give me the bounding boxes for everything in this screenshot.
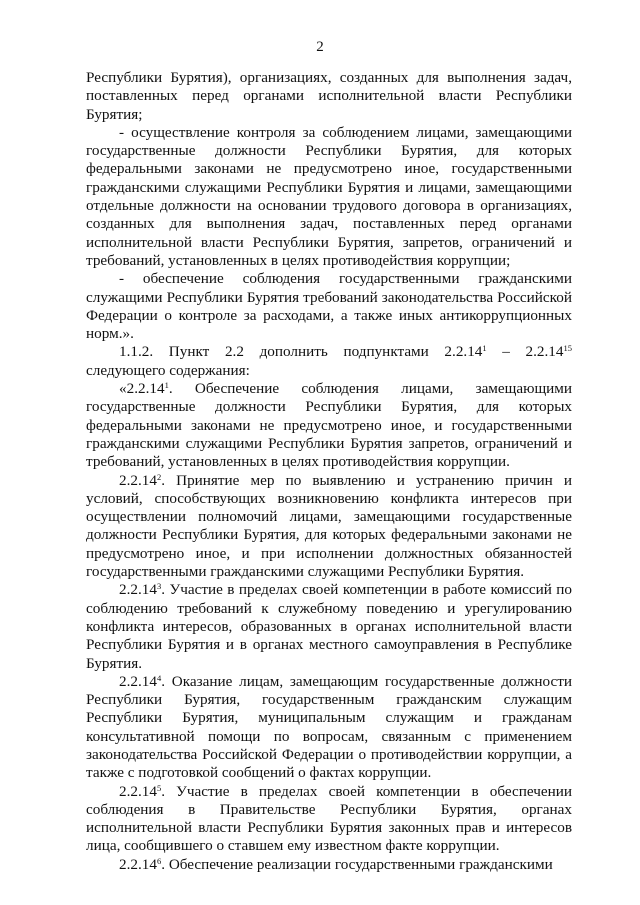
document-body bbox=[86, 69, 572, 874]
superscript-index: 1 bbox=[482, 343, 487, 354]
subitem-2-2-14-2 bbox=[86, 472, 572, 582]
paragraph-text: - обеспечение соблюдения государственными гражданскими служащими Республики Бурятия требований законодательства Российской Федерации о контроле за расходами, а также иных антикоррупционных норм.». bbox=[86, 270, 572, 343]
subitem-2-2-14-5 bbox=[86, 783, 572, 856]
subitem-number: 2.2.14 bbox=[119, 471, 157, 489]
paragraph-text: 1.1.2. Пункт 2.2 дополнить подпунктами 2.2.14 bbox=[119, 343, 483, 361]
subitem-number: 2.2.14 bbox=[119, 672, 157, 690]
paragraph-control-item bbox=[86, 124, 572, 270]
superscript-index: 1 bbox=[164, 380, 169, 391]
subitem-2-2-14-4 bbox=[86, 673, 572, 783]
paragraph-continuation bbox=[86, 69, 572, 124]
superscript-index: 5 bbox=[156, 782, 162, 793]
paragraph-text: - осуществление контроля за соблюдением лицами, замещающими государственные должности Республики Бурятия, для которых федеральными законами не предусмотрено иное, государственными гражданскими служащими Республики Бурятия и лицами, замещающими отдельные должности на основании трудового договора в организациях, созданных для выполнения задач, поставленных перед органами исполнительной власти Республики Бурятия, запретов, ограничений и требований, установленных в целях противодействия коррупции; bbox=[86, 123, 572, 269]
subitem-number: 2.2.14 bbox=[119, 855, 157, 873]
superscript-index: 6 bbox=[156, 855, 162, 866]
superscript-index: 2 bbox=[156, 471, 162, 482]
paragraph-amendment-1-1-2 bbox=[86, 343, 572, 380]
paragraph-compliance-item bbox=[86, 270, 572, 343]
paragraph-text-tail: следующего содержания: bbox=[86, 361, 250, 379]
subitem-text: . Оказание лицам, замещающим государственные должности Республики Бурятия, государственным гражданским служащим Республики Бурятия, муниципальным служащим и гражданам консультативной помощи по вопросам, связанным с применением законодательства Российской Федерации о противодействии коррупции, а также с подготовкой сообщений о фактах коррупции. bbox=[86, 672, 572, 782]
subitem-number: «2.2.14 bbox=[119, 380, 165, 398]
subitem-number: 2.2.14 bbox=[119, 782, 157, 800]
subitem-text: . Обеспечение реализации государственными гражданскими bbox=[161, 855, 553, 873]
subitem-2-2-14-3 bbox=[86, 581, 572, 672]
page-number: 2 bbox=[316, 39, 324, 55]
subitem-number: 2.2.14 bbox=[119, 581, 157, 599]
subitem-text: . Участие в пределах своей компетенции в работе комиссий по соблюдению требований к служебному поведению и урегулированию конфликта интересов, образованных в органах исполнительной власти Республики Бурятия и в органах местного самоуправления в Республике Бурятия. bbox=[86, 581, 572, 672]
superscript-index: 15 bbox=[563, 343, 572, 354]
subitem-text: . Обеспечение соблюдения лицами, замещающими государственные должности Республики Бурятия, для которых федеральными законами не предусмотрено иное, и государственными гражданскими служащими Республики Бурятия запретов, ограничений и требований, установленных в целях противодействия коррупции. bbox=[86, 380, 572, 471]
subitem-2-2-14-6 bbox=[86, 856, 572, 874]
paragraph-text-tail: – 2.2.14 bbox=[486, 343, 564, 361]
subitem-text: . Принятие мер по выявлению и устранению причин и условий, способствующих возникновению конфликта интересов при осуществлении полномочий лицами, замещающими государственные должности Республики Бурятия, для которых федеральными законами не предусмотрено иное, и при исполнении должностных обязанностей государственными гражданскими служащими Республики Бурятия. bbox=[86, 471, 572, 581]
superscript-index: 4 bbox=[156, 672, 162, 683]
paragraph-text: Республики Бурятия), организациях, созданных для выполнения задач, поставленных перед органами исполнительной власти Республики Бурятия; bbox=[86, 69, 572, 123]
subitem-text: . Участие в пределах своей компетенции в обеспечении соблюдения в Правительстве Республики Бурятия, органах исполнительной власти Республики Бурятия законных прав и интересов лица, сообщившего о ставшем ему известном факте коррупции. bbox=[86, 782, 572, 855]
subitem-2-2-14-1 bbox=[86, 380, 572, 471]
superscript-index: 3 bbox=[156, 581, 162, 592]
